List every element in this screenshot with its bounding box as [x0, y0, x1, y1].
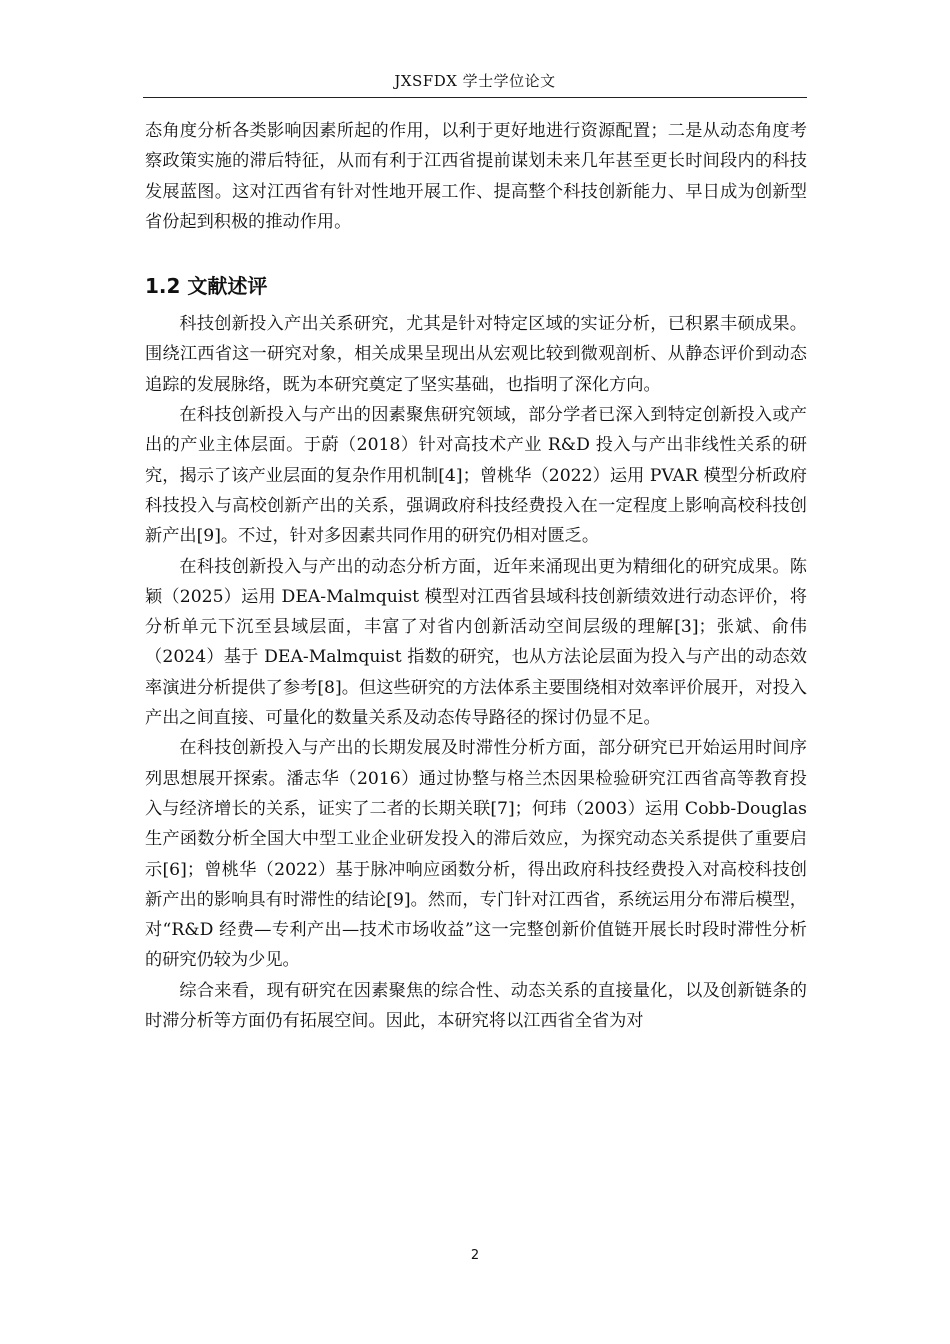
section-heading: 1.2 文献述评	[145, 274, 268, 299]
page-number: 2	[470, 1248, 480, 1263]
header-rule	[143, 97, 807, 98]
paragraph-4: 在科技创新投入与产出的长期发展及时滞性分析方面，部分研究已开始运用时间序列思想展开探索。潘志华（2016）通过协整与格兰杰因果检验研究江西省高等教育投入与经济增长的关系，证实了二者的长期关联[7]；何玮（2003）运用 Cobb-Douglas 生产函数分析全国大中型工业企业研发投入的滞后效应，为探究动态关系提供了重要启示[6]；曾桃华（2022）基于脉冲响应函数分析，得出政府科技经费投入对高校科技创新产出的影响具有时滞性的结论[9]。然而，专门针对江西省，系统运用分布滞后模型，对“R&D 经费—专利产出—技术市场收益”这一完整创新价值链开展长时段时滞性分析的研究仍较为少见。	[145, 738, 807, 971]
paragraph-1: 科技创新投入产出关系研究，尤其是针对特定区域的实证分析，已积累丰硕成果。围绕江西省这一研究对象，相关成果呈现出从宏观比较到微观剖析、从静态评价到动态追踪的发展脉络，既为本研究奠定了坚实基础，也指明了深化方向。	[145, 314, 807, 395]
paragraph-2: 在科技创新投入与产出的因素聚焦研究领域，部分学者已深入到特定创新投入或产出的产业主体层面。于蔚（2018）针对高技术产业 R&D 投入与产出非线性关系的研究，揭示了该产业层面的复杂作用机制[4]；曾桃华（2022）运用 PVAR 模型分析政府科技投入与高校创新产出的关系，强调政府科技经费投入在一定程度上影响高校科技创新产出[9]。不过，针对多因素共同作用的研究仍相对匮乏。	[145, 405, 807, 547]
running-header: JXSFDX 学士学位论文	[394, 72, 556, 90]
body-text	[145, 116, 807, 1036]
paragraph-5: 综合来看，现有研究在因素聚焦的综合性、动态关系的直接量化，以及创新链条的时滞分析等方面仍有拓展空间。因此，本研究将以江西省全省为对	[145, 980, 807, 1032]
continuation-paragraph: 态角度分析各类影响因素所起的作用，以利于更好地进行资源配置；二是从动态角度考察政策实施的滞后特征，从而有利于江西省提前谋划未来几年甚至更长时间段内的科技发展蓝图。这对江西省有针对性地开展工作、提高整个科技创新能力、早日成为创新型省份起到积极的推动作用。	[145, 121, 807, 232]
paragraph-3: 在科技创新投入与产出的动态分析方面，近年来涌现出更为精细化的研究成果。陈颖（2025）运用 DEA-Malmquist 模型对江西省县域科技创新绩效进行动态评价，将分析单元下沉至县域层面，丰富了对省内创新活动空间层级的理解[3]；张斌、俞伟（2024）基于 DEA-Malmquist 指数的研究，也从方法论层面为投入与产出的动态效率演进分析提供了参考[8]。但这些研究的方法体系主要围绕相对效率评价展开，对投入产出之间直接、可量化的数量关系及动态传导路径的探讨仍显不足。	[145, 556, 807, 729]
